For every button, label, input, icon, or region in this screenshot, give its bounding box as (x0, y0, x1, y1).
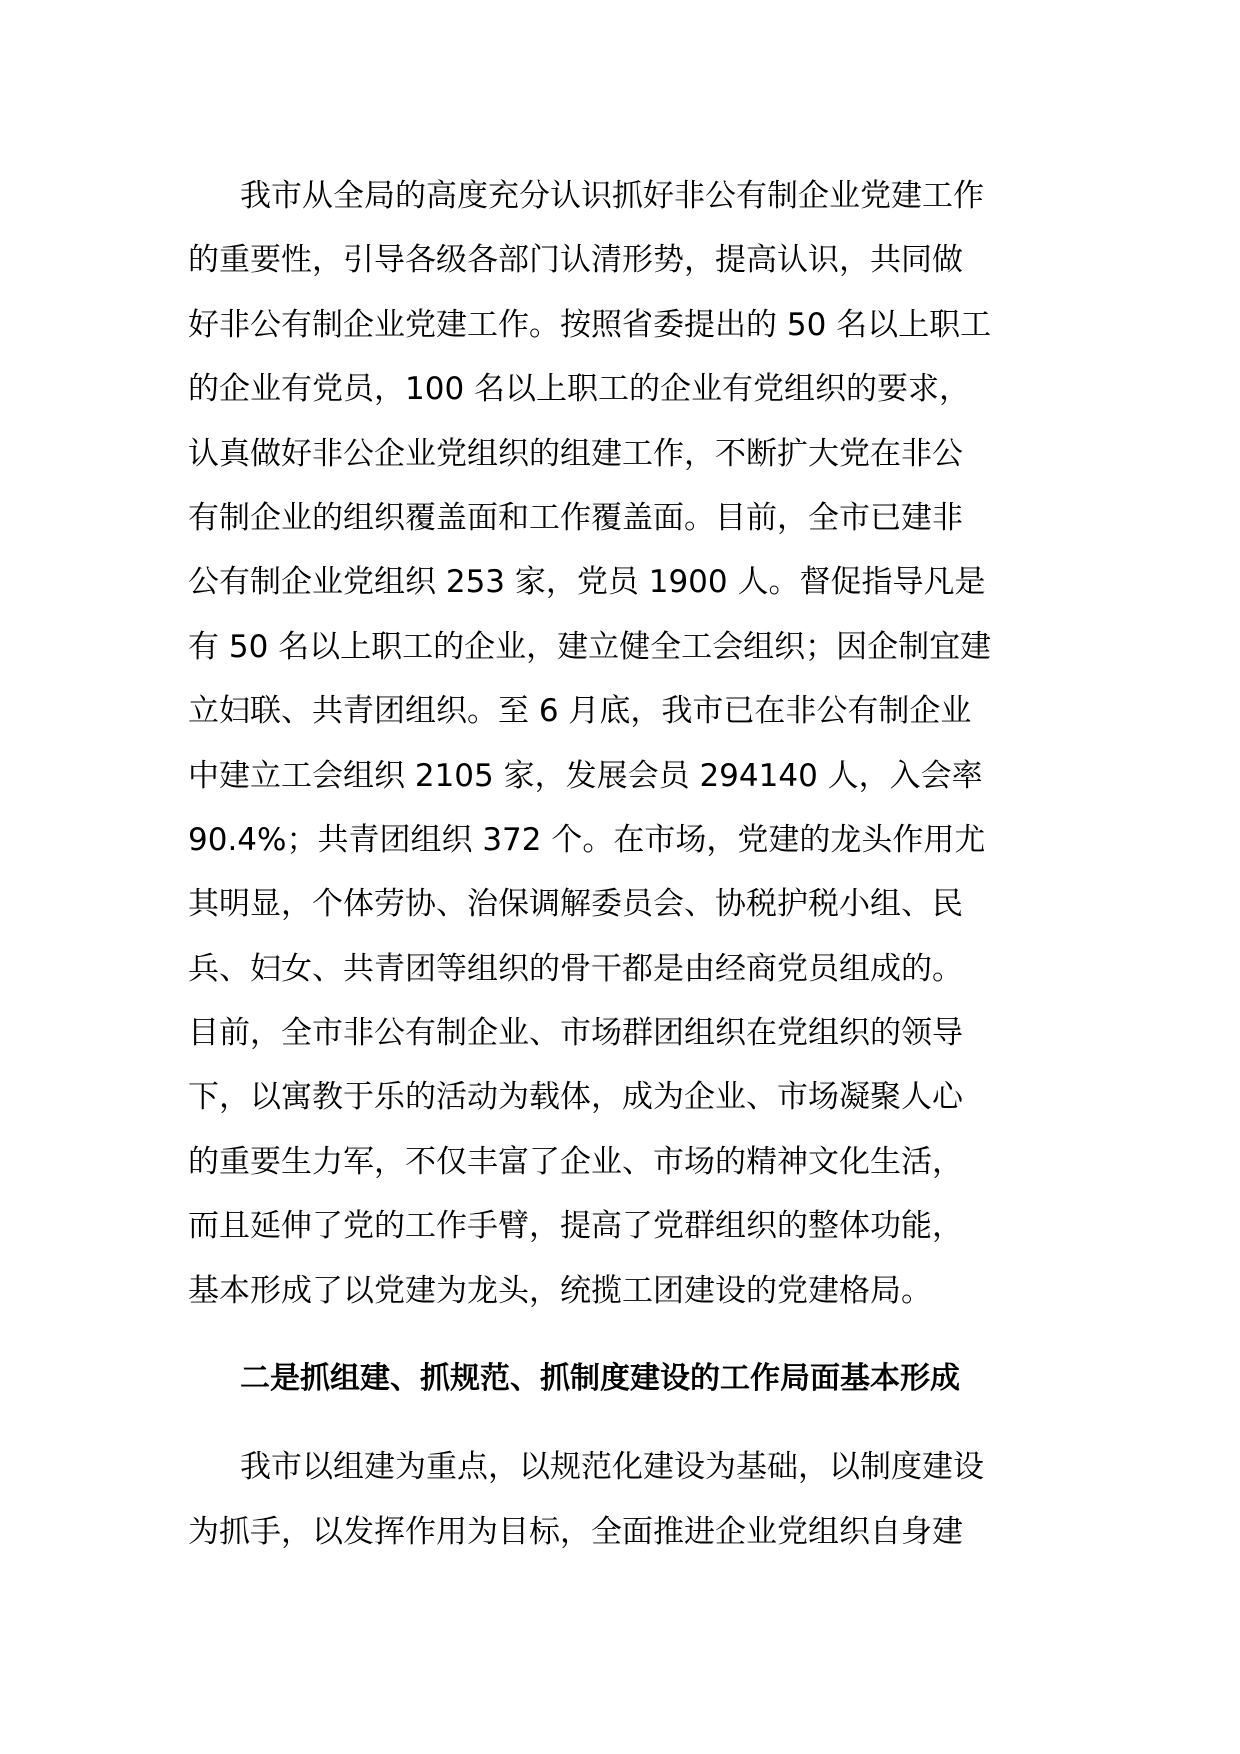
text-line: 好非公有制企业党建工作。按照省委提出的 50 名以上职工 (188, 306, 992, 343)
text-line: 我市以组建为重点，以规范化建设为基础，以制度建设 (240, 1449, 984, 1486)
text-line: 的重要生力军，不仅丰富了企业、市场的精神文化生活， (188, 1143, 963, 1180)
paragraph-2 (188, 1435, 1060, 1564)
section-heading: 二是抓组建、抓规范、抓制度建设的工作局面基本形成 (240, 1361, 960, 1397)
text-line: 认真做好非公企业党组织的组建工作，不断扩大党在非公 (188, 435, 963, 472)
text-line: 的企业有党员，100 名以上职工的企业有党组织的要求， (188, 371, 971, 408)
text-line: 有制企业的组织覆盖面和工作覆盖面。目前，全市已建非 (188, 499, 963, 536)
document-page (188, 164, 1060, 1564)
text-line: 有 50 名以上职工的企业，建立健全工会组织；因企制宜建 (188, 628, 992, 665)
text-line: 我市从全局的高度充分认识抓好非公有制企业党建工作 (240, 178, 984, 214)
text-line: 基本形成了以党建为龙头，统揽工团建设的党建格局。 (188, 1272, 932, 1309)
text-line: 的重要性，引导各级各部门认清形势，提高认识，共同做 (188, 242, 963, 279)
text-line: 兵、妇女、共青团等组织的骨干都是由经商党员组成的。 (188, 950, 963, 987)
text-line: 90.4%；共青团组织 372 个。在市场，党建的龙头作用尤 (188, 821, 986, 858)
text-line: 目前，全市非公有制企业、市场群团组织在党组织的领导 (188, 1015, 963, 1052)
text-line: 为抓手，以发挥作用为目标，全面推进企业党组织自身建 (188, 1513, 963, 1550)
text-line: 立妇联、共青团组织。至 6 月底，我市已在非公有制企业 (188, 693, 972, 730)
text-line: 其明显，个体劳协、治保调解委员会、协税护税小组、民 (188, 886, 963, 923)
text-line: 公有制企业党组织 253 家，党员 1900 人。督促指导凡是 (188, 564, 986, 601)
text-line: 下，以寓教于乐的活动为载体，成为企业、市场凝聚人心 (188, 1079, 963, 1116)
text-line: 中建立工会组织 2105 家，发展会员 294140 人，入会率 (188, 757, 983, 794)
paragraph-1 (188, 164, 1060, 1323)
text-line: 而且延伸了党的工作手臂，提高了党群组织的整体功能， (188, 1208, 963, 1245)
